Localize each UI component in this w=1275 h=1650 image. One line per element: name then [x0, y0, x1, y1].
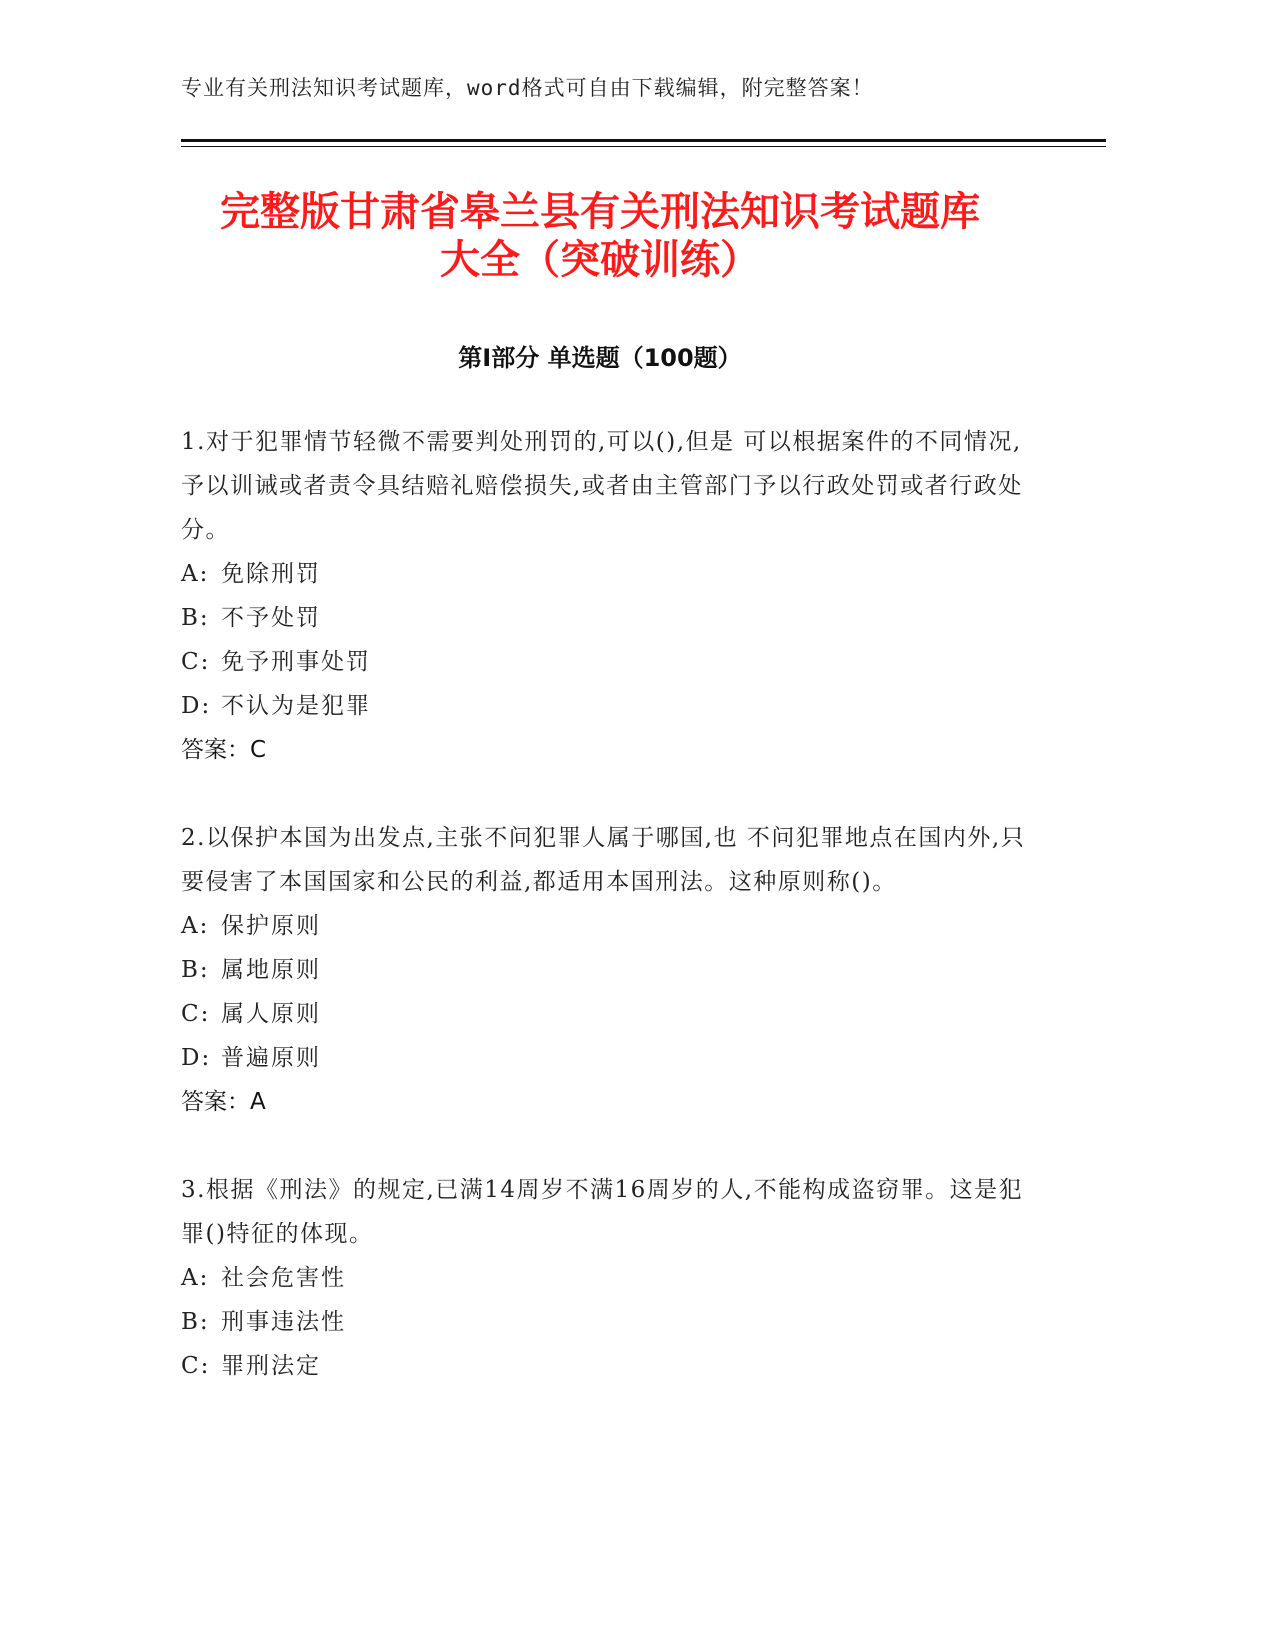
header-note: 专业有关刑法知识考试题库，word格式可自由下载编辑，附完整答案！ — [181, 76, 874, 100]
option-text: 保护原则 — [221, 913, 321, 939]
option-key: B: — [181, 1309, 210, 1335]
answer-line: 答案：C — [181, 737, 267, 763]
option-b — [181, 596, 1041, 640]
option-text: 属人原则 — [221, 1001, 321, 1027]
question-3 — [181, 1168, 1041, 1388]
option-key: D: — [181, 1045, 212, 1071]
option-key: B: — [181, 605, 210, 631]
option-d — [181, 684, 1041, 728]
option-text: 属地原则 — [221, 957, 321, 983]
option-a — [181, 904, 1041, 948]
option-b — [181, 1300, 1041, 1344]
option-text: 社会危害性 — [221, 1265, 346, 1291]
option-a — [181, 552, 1041, 596]
option-key: C: — [181, 1353, 211, 1379]
option-c — [181, 640, 1041, 684]
option-key: D: — [181, 693, 212, 719]
option-text: 不认为是犯罪 — [221, 693, 371, 719]
title-line-2: 大全（突破训练） — [440, 237, 760, 283]
question-list — [181, 420, 1041, 1432]
question-1 — [181, 420, 1041, 772]
question-stem: 1.对于犯罪情节轻微不需要判处刑罚的,可以(),但是 可以根据案件的不同情况,予以训诫或者责令具结赔礼赔偿损失,或者由主管部门予以行政处罚或者行政处分。 — [181, 429, 1023, 543]
option-key: A: — [181, 913, 210, 939]
option-d — [181, 1036, 1041, 1080]
document-title — [150, 188, 1050, 284]
answer-line: 答案：A — [181, 1089, 266, 1115]
section-title: 第Ⅰ部分 单选题（100题） — [458, 344, 742, 372]
option-key: C: — [181, 1001, 211, 1027]
header-rule-thick — [181, 139, 1106, 142]
option-text: 刑事违法性 — [221, 1309, 346, 1335]
option-c — [181, 1344, 1041, 1388]
question-stem: 3.根据《刑法》的规定,已满14周岁不满16周岁的人,不能构成盗窃罪。这是犯罪()特征的体现。 — [181, 1177, 1024, 1247]
option-text: 免除刑罚 — [221, 561, 321, 587]
question-stem: 2.以保护本国为出发点,主张不问犯罪人属于哪国,也 不问犯罪地点在国内外,只要侵害了本国国家和公民的利益,都适用本国刑法。这种原则称()。 — [181, 825, 1026, 895]
title-line-1: 完整版甘肃省皋兰县有关刑法知识考试题库 — [220, 189, 980, 235]
option-c — [181, 992, 1041, 1036]
option-key: B: — [181, 957, 210, 983]
option-key: C: — [181, 649, 211, 675]
option-b — [181, 948, 1041, 992]
option-key: A: — [181, 561, 210, 587]
question-2 — [181, 816, 1041, 1124]
option-text: 普遍原则 — [221, 1045, 321, 1071]
option-key: A: — [181, 1265, 210, 1291]
option-text: 不予处罚 — [221, 605, 321, 631]
header-rule-thin — [181, 146, 1106, 147]
option-a — [181, 1256, 1041, 1300]
option-text: 免予刑事处罚 — [221, 649, 371, 675]
option-text: 罪刑法定 — [221, 1353, 321, 1379]
